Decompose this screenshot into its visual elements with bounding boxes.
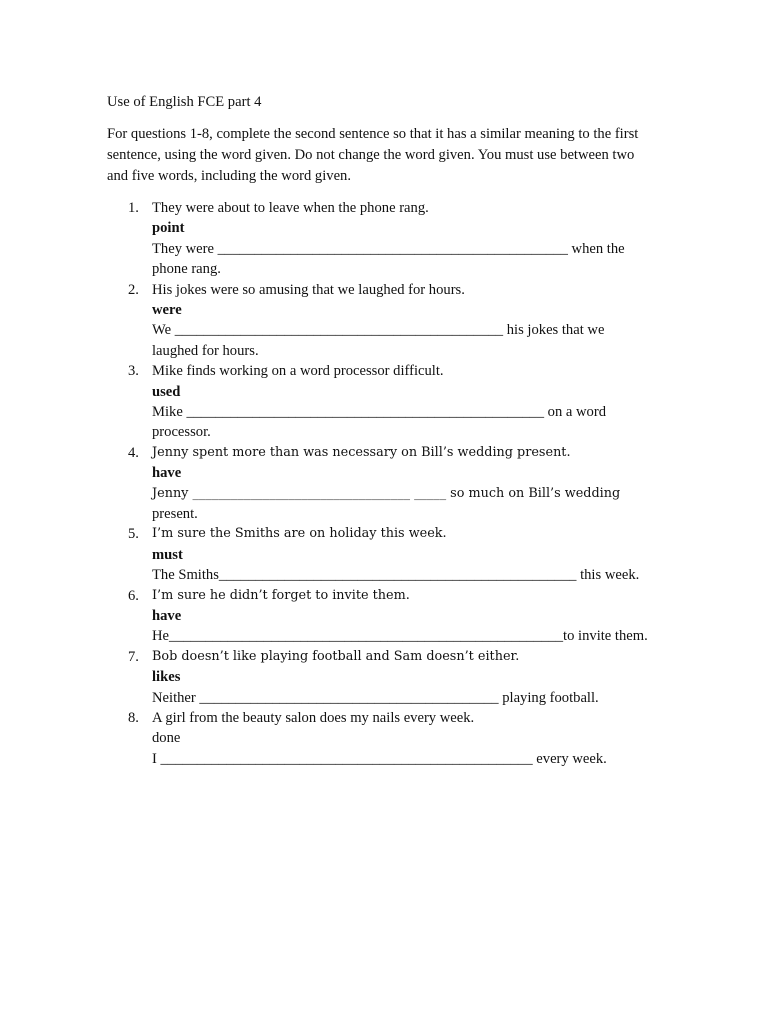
question-number: 2. xyxy=(128,281,139,298)
question-4 xyxy=(0,443,768,525)
question-sentence: His jokes were so amusing that we laughed for hours. xyxy=(152,281,465,298)
instructions-line: and five words, including the word given. xyxy=(107,168,351,184)
question-2 xyxy=(0,280,768,362)
question-number: 1. xyxy=(128,200,139,216)
question-number: 8. xyxy=(128,709,139,726)
question-5 xyxy=(0,524,768,585)
question-6 xyxy=(0,586,768,647)
question-sentence: I’m sure he didn’t forget to invite them. xyxy=(152,587,410,603)
answer-line[interactable]: Neither _________________________________________ playing football. xyxy=(152,689,599,706)
answer-line[interactable]: They were ________________________________________________ when the xyxy=(152,240,625,257)
question-8 xyxy=(0,708,768,769)
question-keyword: done xyxy=(152,730,181,747)
instructions-paragraph xyxy=(107,124,667,187)
answer-line[interactable]: Mike _________________________________________________ on a word xyxy=(152,403,607,420)
question-keyword: must xyxy=(152,546,183,563)
question-keyword: likes xyxy=(152,669,181,686)
question-number: 5. xyxy=(128,526,139,543)
answer-line[interactable]: I ___________________________________________________ every week. xyxy=(152,750,607,767)
answer-line[interactable]: We _____________________________________________ his jokes that we xyxy=(152,322,605,339)
question-1 xyxy=(0,198,768,280)
document-title: Use of English FCE part 4 xyxy=(107,94,262,110)
answer-continuation: phone rang. xyxy=(152,261,221,278)
question-number: 4. xyxy=(128,444,139,461)
question-keyword: were xyxy=(152,301,182,318)
question-sentence: I’m sure the Smiths are on holiday this week. xyxy=(152,526,447,542)
question-number: 6. xyxy=(128,587,139,604)
question-keyword: have xyxy=(152,465,182,482)
question-sentence: Bob doesn’t like playing football and Sam doesn’t either. xyxy=(152,648,520,664)
question-number: 3. xyxy=(128,363,139,380)
question-7 xyxy=(0,647,768,708)
answer-continuation: processor. xyxy=(152,424,211,441)
question-sentence: Jenny spent more than was necessary on Bill’s wedding present. xyxy=(152,444,571,460)
answer-continuation: laughed for hours. xyxy=(152,342,259,359)
question-keyword: have xyxy=(152,607,182,624)
question-sentence: They were about to leave when the phone rang. xyxy=(152,200,429,216)
answer-line[interactable]: The Smiths_________________________________________________ this week. xyxy=(152,567,640,584)
answer-line[interactable]: Jenny __________________________________ _____ so much on Bill’s wedding xyxy=(152,485,621,501)
answer-line[interactable]: He______________________________________________________to invite them. xyxy=(152,628,648,645)
question-number: 7. xyxy=(128,648,139,665)
answer-continuation: present. xyxy=(152,505,198,522)
question-keyword: used xyxy=(152,383,181,400)
question-sentence: A girl from the beauty salon does my nails every week. xyxy=(152,709,475,726)
instructions-line: For questions 1-8, complete the second sentence so that it has a similar meaning to the first xyxy=(107,126,639,142)
question-keyword: point xyxy=(152,220,185,237)
question-sentence: Mike finds working on a word processor difficult. xyxy=(152,363,444,380)
question-list xyxy=(0,198,768,769)
question-3 xyxy=(0,361,768,443)
instructions-line: sentence, using the word given. Do not change the word given. You must use between two xyxy=(107,147,635,163)
